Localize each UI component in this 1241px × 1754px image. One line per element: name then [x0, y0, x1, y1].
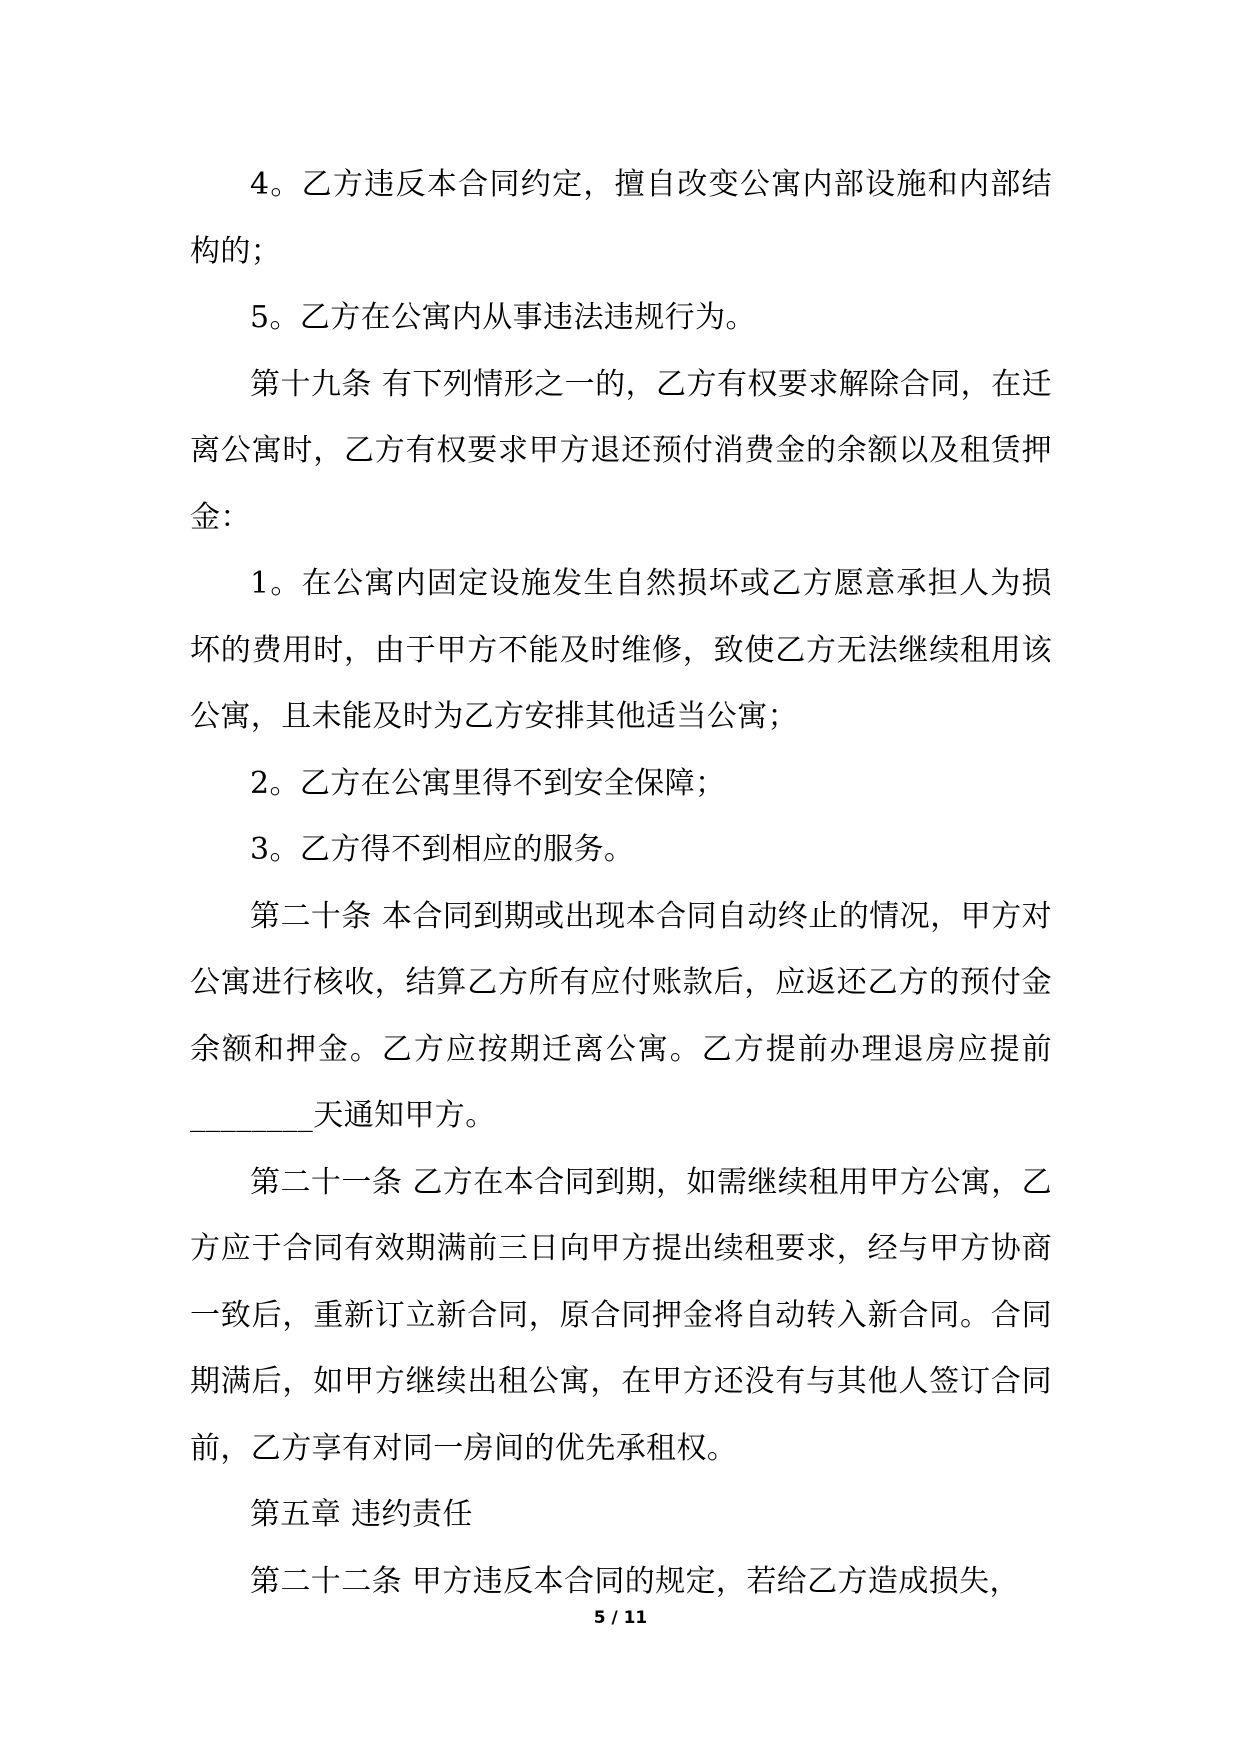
article-19-item-3: 3。乙方得不到相应的服务。 [250, 832, 635, 867]
article-22: 第二十二条 甲方违反本合同的规定，若给乙方造成损失， [250, 1563, 1020, 1599]
clause-item-4: 4。乙方违反本合同约定，擅自改变公寓内部设施和内部结构的； [190, 167, 1052, 269]
chapter-5-heading: 第五章 违约责任 [250, 1497, 473, 1532]
page-number: 5 / 11 [593, 1608, 648, 1628]
article-20: 第二十条 本合同到期或出现本合同自动终止的情况，甲方对公寓进行核收，结算乙方所有应付账款后，应返还乙方的预付金余额和押金。乙方应按期迁离公寓。乙方提前办理退房应提前________天通知甲方。 [190, 898, 1052, 1133]
article-19: 第十九条 有下列情形之一的，乙方有权要求解除合同，在迁离公寓时，乙方有权要求甲方退还预付消费金的余额以及租赁押金： [190, 366, 1052, 535]
document-body [190, 152, 1052, 1615]
article-19-item-2: 2。乙方在公寓里得不到安全保障； [250, 765, 726, 801]
clause-item-5: 5。乙方在公寓内从事违法违规行为。 [250, 300, 756, 335]
article-19-item-1: 1。在公寓内固定设施发生自然损坏或乙方愿意承担人为损坏的费用时，由于甲方不能及时维修，致使乙方无法继续租用该公寓，且未能及时为乙方安排其他适当公寓； [190, 566, 1052, 734]
article-21: 第二十一条 乙方在本合同到期，如需继续租用甲方公寓，乙方应于合同有效期满前三日向甲方提出续租要求，经与甲方协商一致后，重新订立新合同，原合同押金将自动转入新合同。合同期满后，如甲方继续出租公寓，在甲方还没有与其他人签订合同前，乙方享有对同一房间的优先承租权。 [190, 1164, 1052, 1466]
